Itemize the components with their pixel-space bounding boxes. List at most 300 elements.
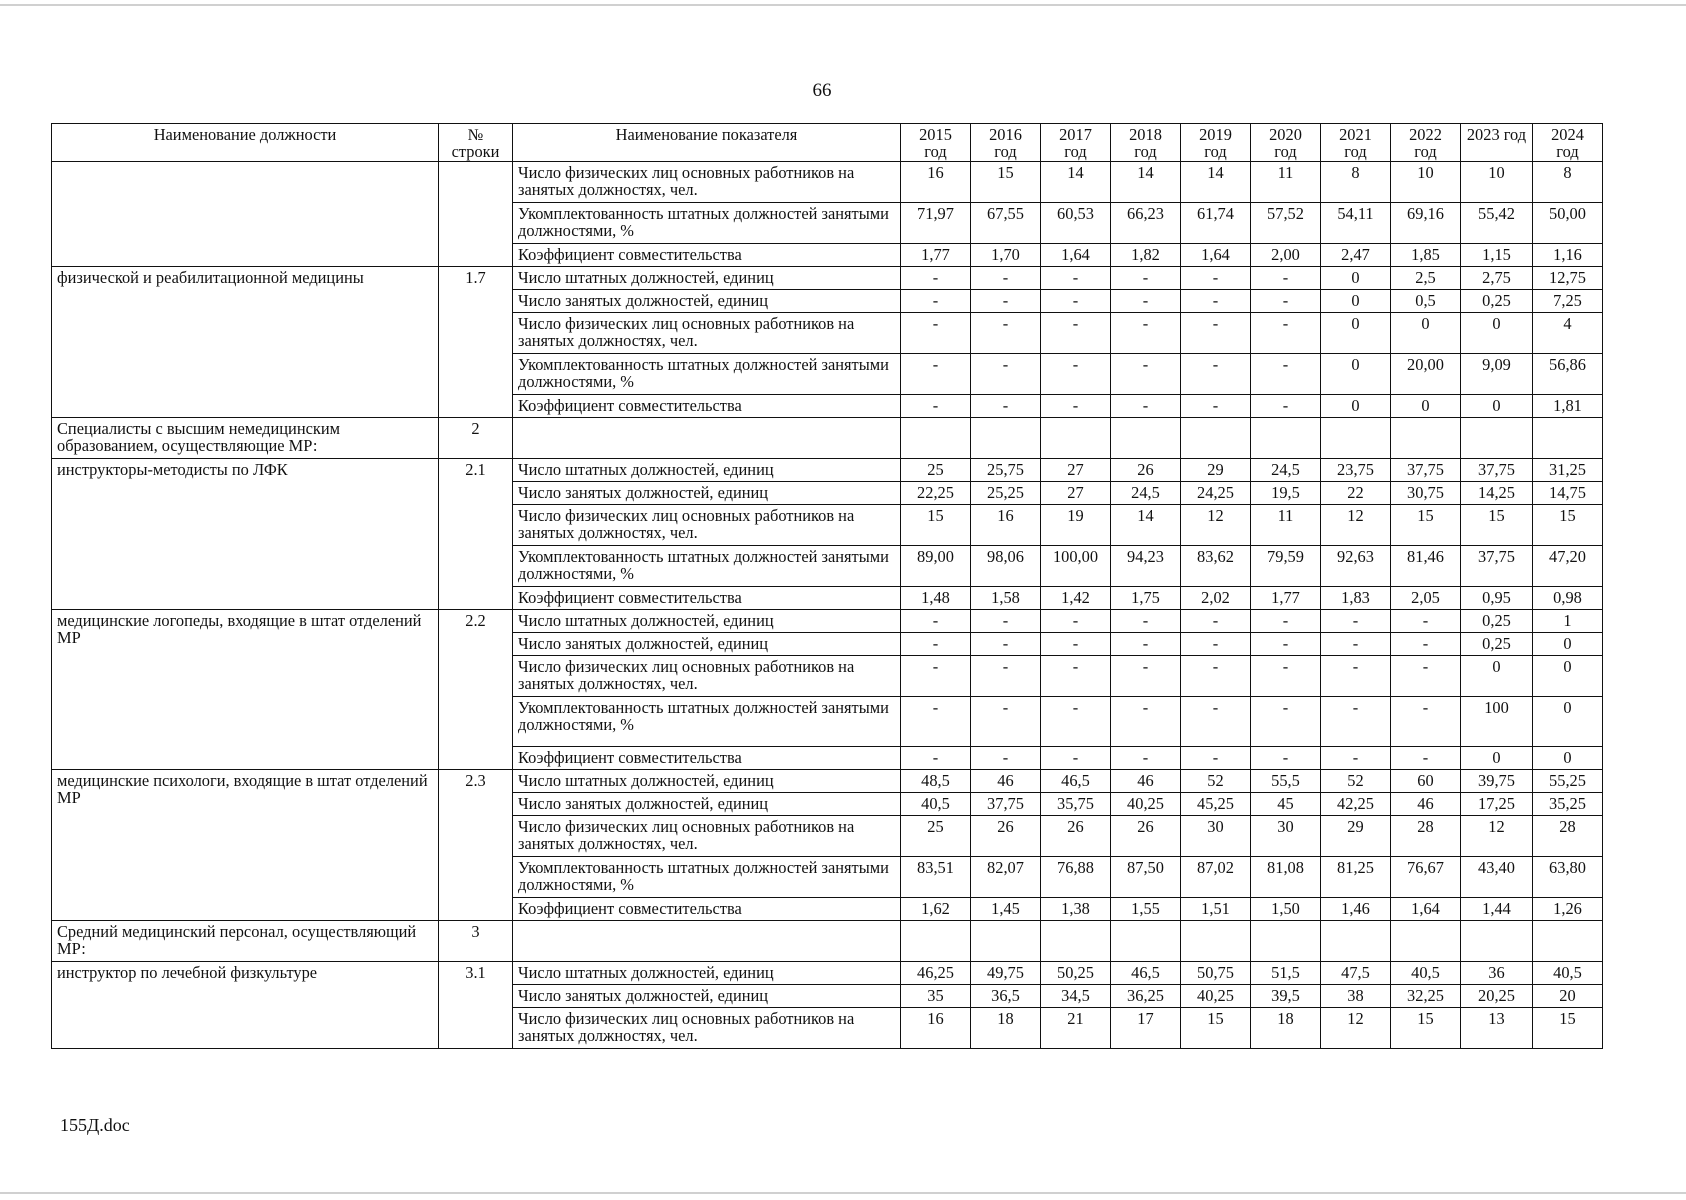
header-year: 2022 год xyxy=(1391,124,1461,162)
year-value-cell: 29 xyxy=(1181,459,1251,482)
year-value-cell xyxy=(901,921,971,962)
year-value-cell: - xyxy=(1181,697,1251,747)
table-row xyxy=(52,418,1603,459)
year-value-cell: - xyxy=(1111,656,1181,697)
year-value-cell: - xyxy=(1041,354,1111,395)
indicator-name-cell: Коэффициент совместительства xyxy=(513,587,901,610)
table-row xyxy=(52,459,1603,482)
year-value-cell: 19 xyxy=(1041,505,1111,546)
year-value-cell: 46 xyxy=(1111,770,1181,793)
year-value-cell: - xyxy=(971,395,1041,418)
year-value-cell: 25,25 xyxy=(971,482,1041,505)
year-value-cell: 40,25 xyxy=(1111,793,1181,816)
indicator-name-cell: Укомплектованность штатных должностей занятыми должностями, % xyxy=(513,354,901,395)
year-value-cell: 71,97 xyxy=(901,203,971,244)
year-value-cell: - xyxy=(971,697,1041,747)
year-value-cell: 0 xyxy=(1533,697,1603,747)
year-value-cell: 0 xyxy=(1461,747,1533,770)
year-value-cell: 30,75 xyxy=(1391,482,1461,505)
year-value-cell: 1,26 xyxy=(1533,898,1603,921)
indicator-name-cell: Число занятых должностей, единиц xyxy=(513,633,901,656)
year-value-cell: 17,25 xyxy=(1461,793,1533,816)
year-value-cell: - xyxy=(1041,395,1111,418)
year-value-cell: 25,75 xyxy=(971,459,1041,482)
year-value-cell: - xyxy=(1251,313,1321,354)
year-value-cell xyxy=(1321,921,1391,962)
year-value-cell: - xyxy=(971,747,1041,770)
year-value-cell: - xyxy=(1111,354,1181,395)
year-value-cell: 51,5 xyxy=(1251,962,1321,985)
year-value-cell: 15 xyxy=(1533,505,1603,546)
year-value-cell: 1,16 xyxy=(1533,244,1603,267)
year-value-cell: 98,06 xyxy=(971,546,1041,587)
year-value-cell: 92,63 xyxy=(1321,546,1391,587)
year-value-cell: - xyxy=(1251,290,1321,313)
year-value-cell: 12 xyxy=(1321,1008,1391,1049)
year-value-cell: - xyxy=(1321,747,1391,770)
year-value-cell: 39,75 xyxy=(1461,770,1533,793)
year-value-cell: 26 xyxy=(1111,459,1181,482)
scan-edge-bottom xyxy=(0,1192,1686,1194)
position-name-cell: Средний медицинский персонал, осуществляющий МР: xyxy=(52,921,439,962)
year-value-cell: 27 xyxy=(1041,482,1111,505)
header-position-name: Наименование должности xyxy=(52,124,439,162)
year-value-cell: - xyxy=(1251,267,1321,290)
year-value-cell: - xyxy=(1181,267,1251,290)
indicator-name-cell: Укомплектованность штатных должностей занятыми должностями, % xyxy=(513,203,901,244)
year-value-cell: 57,52 xyxy=(1251,203,1321,244)
year-value-cell: 49,75 xyxy=(971,962,1041,985)
year-value-cell: 20,25 xyxy=(1461,985,1533,1008)
year-value-cell: 52 xyxy=(1321,770,1391,793)
year-value-cell: 52 xyxy=(1181,770,1251,793)
year-value-cell: 1,48 xyxy=(901,587,971,610)
year-value-cell: 1,64 xyxy=(1391,898,1461,921)
year-value-cell: - xyxy=(1251,633,1321,656)
year-value-cell xyxy=(1533,921,1603,962)
year-value-cell: 61,74 xyxy=(1181,203,1251,244)
table-row xyxy=(52,162,1603,203)
indicator-name-cell: Коэффициент совместительства xyxy=(513,395,901,418)
year-value-cell: 1,46 xyxy=(1321,898,1391,921)
year-value-cell: 15 xyxy=(901,505,971,546)
year-value-cell: 0,25 xyxy=(1461,633,1533,656)
year-value-cell: 14,25 xyxy=(1461,482,1533,505)
year-value-cell: 1,64 xyxy=(1041,244,1111,267)
position-name-cell: Специалисты с высшим немедицинским образованием, осуществляющие МР: xyxy=(52,418,439,459)
year-value-cell xyxy=(1391,921,1461,962)
year-value-cell: 100,00 xyxy=(1041,546,1111,587)
year-value-cell: - xyxy=(1041,633,1111,656)
row-number-cell: 2 xyxy=(439,418,513,459)
year-value-cell xyxy=(971,418,1041,459)
year-value-cell: - xyxy=(1181,313,1251,354)
year-value-cell: 46,5 xyxy=(1111,962,1181,985)
year-value-cell: 35 xyxy=(901,985,971,1008)
indicator-name-cell: Число штатных должностей, единиц xyxy=(513,962,901,985)
indicator-name-cell: Число штатных должностей, единиц xyxy=(513,267,901,290)
year-value-cell: - xyxy=(971,656,1041,697)
year-value-cell: 40,5 xyxy=(1533,962,1603,985)
year-value-cell: - xyxy=(971,610,1041,633)
year-value-cell: 83,51 xyxy=(901,857,971,898)
year-value-cell: - xyxy=(1321,656,1391,697)
year-value-cell: 81,25 xyxy=(1321,857,1391,898)
year-value-cell: 35,75 xyxy=(1041,793,1111,816)
year-value-cell: 14 xyxy=(1181,162,1251,203)
row-number-cell: 3 xyxy=(439,921,513,962)
year-value-cell: 55,42 xyxy=(1461,203,1533,244)
year-value-cell: - xyxy=(1321,633,1391,656)
year-value-cell: 24,5 xyxy=(1111,482,1181,505)
year-value-cell: 46 xyxy=(971,770,1041,793)
year-value-cell: 60 xyxy=(1391,770,1461,793)
year-value-cell: 1,83 xyxy=(1321,587,1391,610)
page-number: 66 xyxy=(812,80,832,101)
year-value-cell xyxy=(1111,418,1181,459)
year-value-cell xyxy=(1181,921,1251,962)
year-value-cell: - xyxy=(1251,610,1321,633)
year-value-cell: 12 xyxy=(1181,505,1251,546)
year-value-cell: 40,5 xyxy=(901,793,971,816)
year-value-cell: - xyxy=(1251,747,1321,770)
year-value-cell: - xyxy=(901,633,971,656)
year-value-cell: 0,25 xyxy=(1461,290,1533,313)
year-value-cell: - xyxy=(1181,395,1251,418)
year-value-cell: 25 xyxy=(901,816,971,857)
indicator-name-cell: Число физических лиц основных работников на занятых должностях, чел. xyxy=(513,313,901,354)
table-row xyxy=(52,770,1603,793)
year-value-cell: 14 xyxy=(1041,162,1111,203)
year-value-cell: 39,5 xyxy=(1251,985,1321,1008)
year-value-cell: 89,00 xyxy=(901,546,971,587)
year-value-cell xyxy=(1321,418,1391,459)
year-value-cell: 23,75 xyxy=(1321,459,1391,482)
header-row-number: № строки xyxy=(439,124,513,162)
year-value-cell: 55,25 xyxy=(1533,770,1603,793)
header-year: 2021 год xyxy=(1321,124,1391,162)
year-value-cell: - xyxy=(1391,697,1461,747)
year-value-cell: 10 xyxy=(1461,162,1533,203)
year-value-cell: 14 xyxy=(1111,162,1181,203)
year-value-cell: 0 xyxy=(1391,313,1461,354)
year-value-cell: 21 xyxy=(1041,1008,1111,1049)
year-value-cell: 43,40 xyxy=(1461,857,1533,898)
year-value-cell: 0 xyxy=(1321,313,1391,354)
year-value-cell: 15 xyxy=(971,162,1041,203)
year-value-cell: 19,5 xyxy=(1251,482,1321,505)
header-year: 2015 год xyxy=(901,124,971,162)
year-value-cell: 14,75 xyxy=(1533,482,1603,505)
year-value-cell: 76,67 xyxy=(1391,857,1461,898)
year-value-cell: - xyxy=(971,267,1041,290)
year-value-cell: - xyxy=(1041,610,1111,633)
year-value-cell: 100 xyxy=(1461,697,1533,747)
year-value-cell: 9,09 xyxy=(1461,354,1533,395)
year-value-cell: 0 xyxy=(1461,395,1533,418)
table-row xyxy=(52,267,1603,290)
year-value-cell: - xyxy=(901,395,971,418)
year-value-cell: - xyxy=(1391,656,1461,697)
year-value-cell: 2,75 xyxy=(1461,267,1533,290)
year-value-cell: - xyxy=(1181,656,1251,697)
year-value-cell: - xyxy=(971,313,1041,354)
row-number-cell: 2.1 xyxy=(439,459,513,610)
year-value-cell: - xyxy=(901,697,971,747)
year-value-cell: 1,45 xyxy=(971,898,1041,921)
year-value-cell xyxy=(1391,418,1461,459)
year-value-cell: 36,25 xyxy=(1111,985,1181,1008)
row-number-cell xyxy=(439,162,513,267)
indicator-name-cell: Число физических лиц основных работников на занятых должностях, чел. xyxy=(513,1008,901,1049)
table-row xyxy=(52,921,1603,962)
table-row xyxy=(52,962,1603,985)
year-value-cell: - xyxy=(1251,354,1321,395)
year-value-cell: 54,11 xyxy=(1321,203,1391,244)
year-value-cell: 4 xyxy=(1533,313,1603,354)
year-value-cell: 28 xyxy=(1391,816,1461,857)
year-value-cell: 37,75 xyxy=(1461,459,1533,482)
year-value-cell: 0,95 xyxy=(1461,587,1533,610)
year-value-cell: 63,80 xyxy=(1533,857,1603,898)
indicator-name-cell: Число физических лиц основных работников на занятых должностях, чел. xyxy=(513,162,901,203)
year-value-cell: 8 xyxy=(1321,162,1391,203)
year-value-cell: - xyxy=(1041,313,1111,354)
footer-filename: 155Д.doc xyxy=(60,1115,130,1135)
year-value-cell: 37,75 xyxy=(1461,546,1533,587)
year-value-cell: 87,02 xyxy=(1181,857,1251,898)
indicator-name-cell: Коэффициент совместительства xyxy=(513,747,901,770)
year-value-cell: 79,59 xyxy=(1251,546,1321,587)
year-value-cell: 0 xyxy=(1461,656,1533,697)
year-value-cell: 22,25 xyxy=(901,482,971,505)
indicator-name-cell: Число штатных должностей, единиц xyxy=(513,459,901,482)
year-value-cell: 1,15 xyxy=(1461,244,1533,267)
year-value-cell: - xyxy=(1111,697,1181,747)
year-value-cell: 12 xyxy=(1461,816,1533,857)
year-value-cell: - xyxy=(901,656,971,697)
year-value-cell: 18 xyxy=(1251,1008,1321,1049)
year-value-cell: 1,58 xyxy=(971,587,1041,610)
year-value-cell: 81,46 xyxy=(1391,546,1461,587)
header-year: 2019 год xyxy=(1181,124,1251,162)
indicator-name-cell: Число физических лиц основных работников на занятых должностях, чел. xyxy=(513,656,901,697)
year-value-cell xyxy=(971,921,1041,962)
year-value-cell: 0,98 xyxy=(1533,587,1603,610)
year-value-cell: 7,25 xyxy=(1533,290,1603,313)
year-value-cell: 13 xyxy=(1461,1008,1533,1049)
year-value-cell: 36,5 xyxy=(971,985,1041,1008)
year-value-cell: 12,75 xyxy=(1533,267,1603,290)
year-value-cell: 40,25 xyxy=(1181,985,1251,1008)
year-value-cell: 1,55 xyxy=(1111,898,1181,921)
year-value-cell: 46,25 xyxy=(901,962,971,985)
year-value-cell: - xyxy=(971,354,1041,395)
position-name-cell: инструкторы-методисты по ЛФК xyxy=(52,459,439,610)
year-value-cell: - xyxy=(1111,395,1181,418)
year-value-cell: 1,62 xyxy=(901,898,971,921)
year-value-cell: - xyxy=(1251,656,1321,697)
year-value-cell: 24,5 xyxy=(1251,459,1321,482)
year-value-cell: 37,75 xyxy=(971,793,1041,816)
header-indicator-name: Наименование показателя xyxy=(513,124,901,162)
year-value-cell: 87,50 xyxy=(1111,857,1181,898)
year-value-cell: 35,25 xyxy=(1533,793,1603,816)
year-value-cell: - xyxy=(901,290,971,313)
year-value-cell: - xyxy=(1041,747,1111,770)
year-value-cell xyxy=(1041,921,1111,962)
year-value-cell: 50,00 xyxy=(1533,203,1603,244)
year-value-cell: 2,02 xyxy=(1181,587,1251,610)
year-value-cell: 2,47 xyxy=(1321,244,1391,267)
year-value-cell: - xyxy=(901,747,971,770)
year-value-cell: - xyxy=(1181,354,1251,395)
year-value-cell: 1,50 xyxy=(1251,898,1321,921)
year-value-cell: - xyxy=(901,313,971,354)
year-value-cell: 46 xyxy=(1391,793,1461,816)
year-value-cell: - xyxy=(1111,313,1181,354)
year-value-cell: 30 xyxy=(1181,816,1251,857)
year-value-cell: 67,55 xyxy=(971,203,1041,244)
year-value-cell: - xyxy=(1111,610,1181,633)
row-number-cell: 3.1 xyxy=(439,962,513,1049)
year-value-cell: 10 xyxy=(1391,162,1461,203)
year-value-cell: 2,05 xyxy=(1391,587,1461,610)
year-value-cell: 15 xyxy=(1533,1008,1603,1049)
year-value-cell: - xyxy=(1181,633,1251,656)
header-year: 2016 год xyxy=(971,124,1041,162)
year-value-cell: 0 xyxy=(1391,395,1461,418)
year-value-cell: 34,5 xyxy=(1041,985,1111,1008)
year-value-cell: 1,64 xyxy=(1181,244,1251,267)
year-value-cell: 48,5 xyxy=(901,770,971,793)
position-name-cell xyxy=(52,162,439,267)
year-value-cell: 25 xyxy=(901,459,971,482)
year-value-cell: 47,5 xyxy=(1321,962,1391,985)
year-value-cell: 0 xyxy=(1533,656,1603,697)
year-value-cell: 45 xyxy=(1251,793,1321,816)
year-value-cell: - xyxy=(1321,697,1391,747)
indicator-name-cell: Число занятых должностей, единиц xyxy=(513,482,901,505)
year-value-cell: 15 xyxy=(1391,1008,1461,1049)
year-value-cell: 83,62 xyxy=(1181,546,1251,587)
year-value-cell xyxy=(1251,418,1321,459)
indicator-name-cell: Коэффициент совместительства xyxy=(513,898,901,921)
indicator-name-cell: Число физических лиц основных работников на занятых должностях, чел. xyxy=(513,505,901,546)
indicator-name-cell: Число штатных должностей, единиц xyxy=(513,770,901,793)
year-value-cell: 22 xyxy=(1321,482,1391,505)
year-value-cell: - xyxy=(1111,633,1181,656)
year-value-cell: - xyxy=(1251,697,1321,747)
year-value-cell: 1,44 xyxy=(1461,898,1533,921)
year-value-cell: - xyxy=(1321,610,1391,633)
year-value-cell: 0,25 xyxy=(1461,610,1533,633)
position-name-cell: физической и реабилитационной медицины xyxy=(52,267,439,418)
year-value-cell: 1,42 xyxy=(1041,587,1111,610)
year-value-cell: 46,5 xyxy=(1041,770,1111,793)
header-year: 2017 год xyxy=(1041,124,1111,162)
year-value-cell: - xyxy=(1181,747,1251,770)
year-value-cell: - xyxy=(1041,290,1111,313)
year-value-cell: 42,25 xyxy=(1321,793,1391,816)
year-value-cell: 0 xyxy=(1461,313,1533,354)
year-value-cell: 20,00 xyxy=(1391,354,1461,395)
year-value-cell xyxy=(1461,418,1533,459)
year-value-cell: 16 xyxy=(901,162,971,203)
year-value-cell: 82,07 xyxy=(971,857,1041,898)
year-value-cell: 29 xyxy=(1321,816,1391,857)
year-value-cell: 0 xyxy=(1533,633,1603,656)
year-value-cell: - xyxy=(1111,747,1181,770)
year-value-cell: 27 xyxy=(1041,459,1111,482)
year-value-cell: - xyxy=(1391,633,1461,656)
year-value-cell: 11 xyxy=(1251,505,1321,546)
year-value-cell: - xyxy=(1181,290,1251,313)
year-value-cell: 26 xyxy=(971,816,1041,857)
year-value-cell: - xyxy=(971,290,1041,313)
indicator-name-cell: Число занятых должностей, единиц xyxy=(513,985,901,1008)
indicator-name-cell xyxy=(513,418,901,459)
year-value-cell: 50,75 xyxy=(1181,962,1251,985)
table-row xyxy=(52,610,1603,633)
year-value-cell: 1,77 xyxy=(1251,587,1321,610)
year-value-cell: 0 xyxy=(1321,290,1391,313)
year-value-cell: - xyxy=(1391,747,1461,770)
year-value-cell: - xyxy=(1041,656,1111,697)
year-value-cell xyxy=(1181,418,1251,459)
year-value-cell: 8 xyxy=(1533,162,1603,203)
year-value-cell: 66,23 xyxy=(1111,203,1181,244)
year-value-cell xyxy=(1041,418,1111,459)
header-year: 2020 год xyxy=(1251,124,1321,162)
year-value-cell: 1 xyxy=(1533,610,1603,633)
indicator-name-cell: Укомплектованность штатных должностей занятыми должностями, % xyxy=(513,697,901,747)
row-number-cell: 1.7 xyxy=(439,267,513,418)
indicator-name-cell xyxy=(513,921,901,962)
year-value-cell: 50,25 xyxy=(1041,962,1111,985)
position-name-cell: инструктор по лечебной физкультуре xyxy=(52,962,439,1049)
year-value-cell: 32,25 xyxy=(1391,985,1461,1008)
year-value-cell: 14 xyxy=(1111,505,1181,546)
indicator-name-cell: Число занятых должностей, единиц xyxy=(513,290,901,313)
year-value-cell: - xyxy=(901,610,971,633)
year-value-cell: 26 xyxy=(1041,816,1111,857)
year-value-cell: 31,25 xyxy=(1533,459,1603,482)
year-value-cell: 18 xyxy=(971,1008,1041,1049)
year-value-cell: 56,86 xyxy=(1533,354,1603,395)
year-value-cell: 20 xyxy=(1533,985,1603,1008)
year-value-cell: - xyxy=(971,633,1041,656)
year-value-cell: 12 xyxy=(1321,505,1391,546)
indicator-name-cell: Число штатных должностей, единиц xyxy=(513,610,901,633)
indicator-name-cell: Число занятых должностей, единиц xyxy=(513,793,901,816)
row-number-cell: 2.3 xyxy=(439,770,513,921)
year-value-cell: 15 xyxy=(1181,1008,1251,1049)
year-value-cell: - xyxy=(901,267,971,290)
year-value-cell: 1,70 xyxy=(971,244,1041,267)
year-value-cell: 40,5 xyxy=(1391,962,1461,985)
year-value-cell: 24,25 xyxy=(1181,482,1251,505)
year-value-cell: 1,38 xyxy=(1041,898,1111,921)
year-value-cell: 38 xyxy=(1321,985,1391,1008)
year-value-cell: - xyxy=(1041,267,1111,290)
row-number-cell: 2.2 xyxy=(439,610,513,770)
year-value-cell: 28 xyxy=(1533,816,1603,857)
year-value-cell: - xyxy=(1111,267,1181,290)
year-value-cell: 1,82 xyxy=(1111,244,1181,267)
position-name-cell: медицинские психологи, входящие в штат отделений МР xyxy=(52,770,439,921)
staffing-table xyxy=(51,123,1603,1049)
